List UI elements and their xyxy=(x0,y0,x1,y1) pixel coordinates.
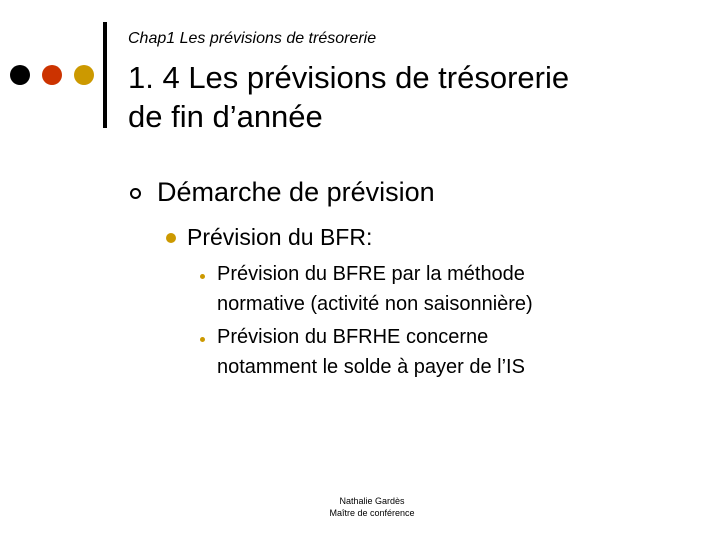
decorative-dot-gold xyxy=(74,65,94,85)
chapter-header: Chap1 Les prévisions de trésorerie xyxy=(128,30,377,47)
decorative-dot-red xyxy=(42,65,62,85)
dot-bullet-icon xyxy=(166,233,176,243)
circle-bullet-icon xyxy=(130,188,141,199)
footer-author-role: Maître de conférence xyxy=(329,508,415,518)
bullet-level3-item xyxy=(217,259,687,319)
bullet-level3-item-line-2: normative (activité non saisonnière) xyxy=(217,293,533,315)
decorative-dot-black xyxy=(10,65,30,85)
bullet-level3-item-line-2: notamment le solde à payer de l’IS xyxy=(217,356,525,378)
bullet-level3-item-line-1: Prévision du BFRE par la méthode xyxy=(217,263,525,285)
slide-title-line-1: 1. 4 Les prévisions de trésorerie xyxy=(128,60,570,95)
small-dot-bullet-icon xyxy=(200,274,205,279)
small-dot-bullet-icon xyxy=(200,337,205,342)
footer-author xyxy=(272,495,472,519)
bullet-level3-item xyxy=(217,322,687,382)
footer-author-name: Nathalie Gardès xyxy=(339,496,405,506)
slide-title-line-2: de fin d’année xyxy=(128,99,323,134)
bullet-level2: Prévision du BFR: xyxy=(187,224,373,250)
bullet-level1: Démarche de prévision xyxy=(157,177,435,207)
title-divider-line xyxy=(103,22,107,128)
slide-title xyxy=(128,58,688,136)
bullet-level3-item-line-1: Prévision du BFRHE concerne xyxy=(217,326,489,348)
